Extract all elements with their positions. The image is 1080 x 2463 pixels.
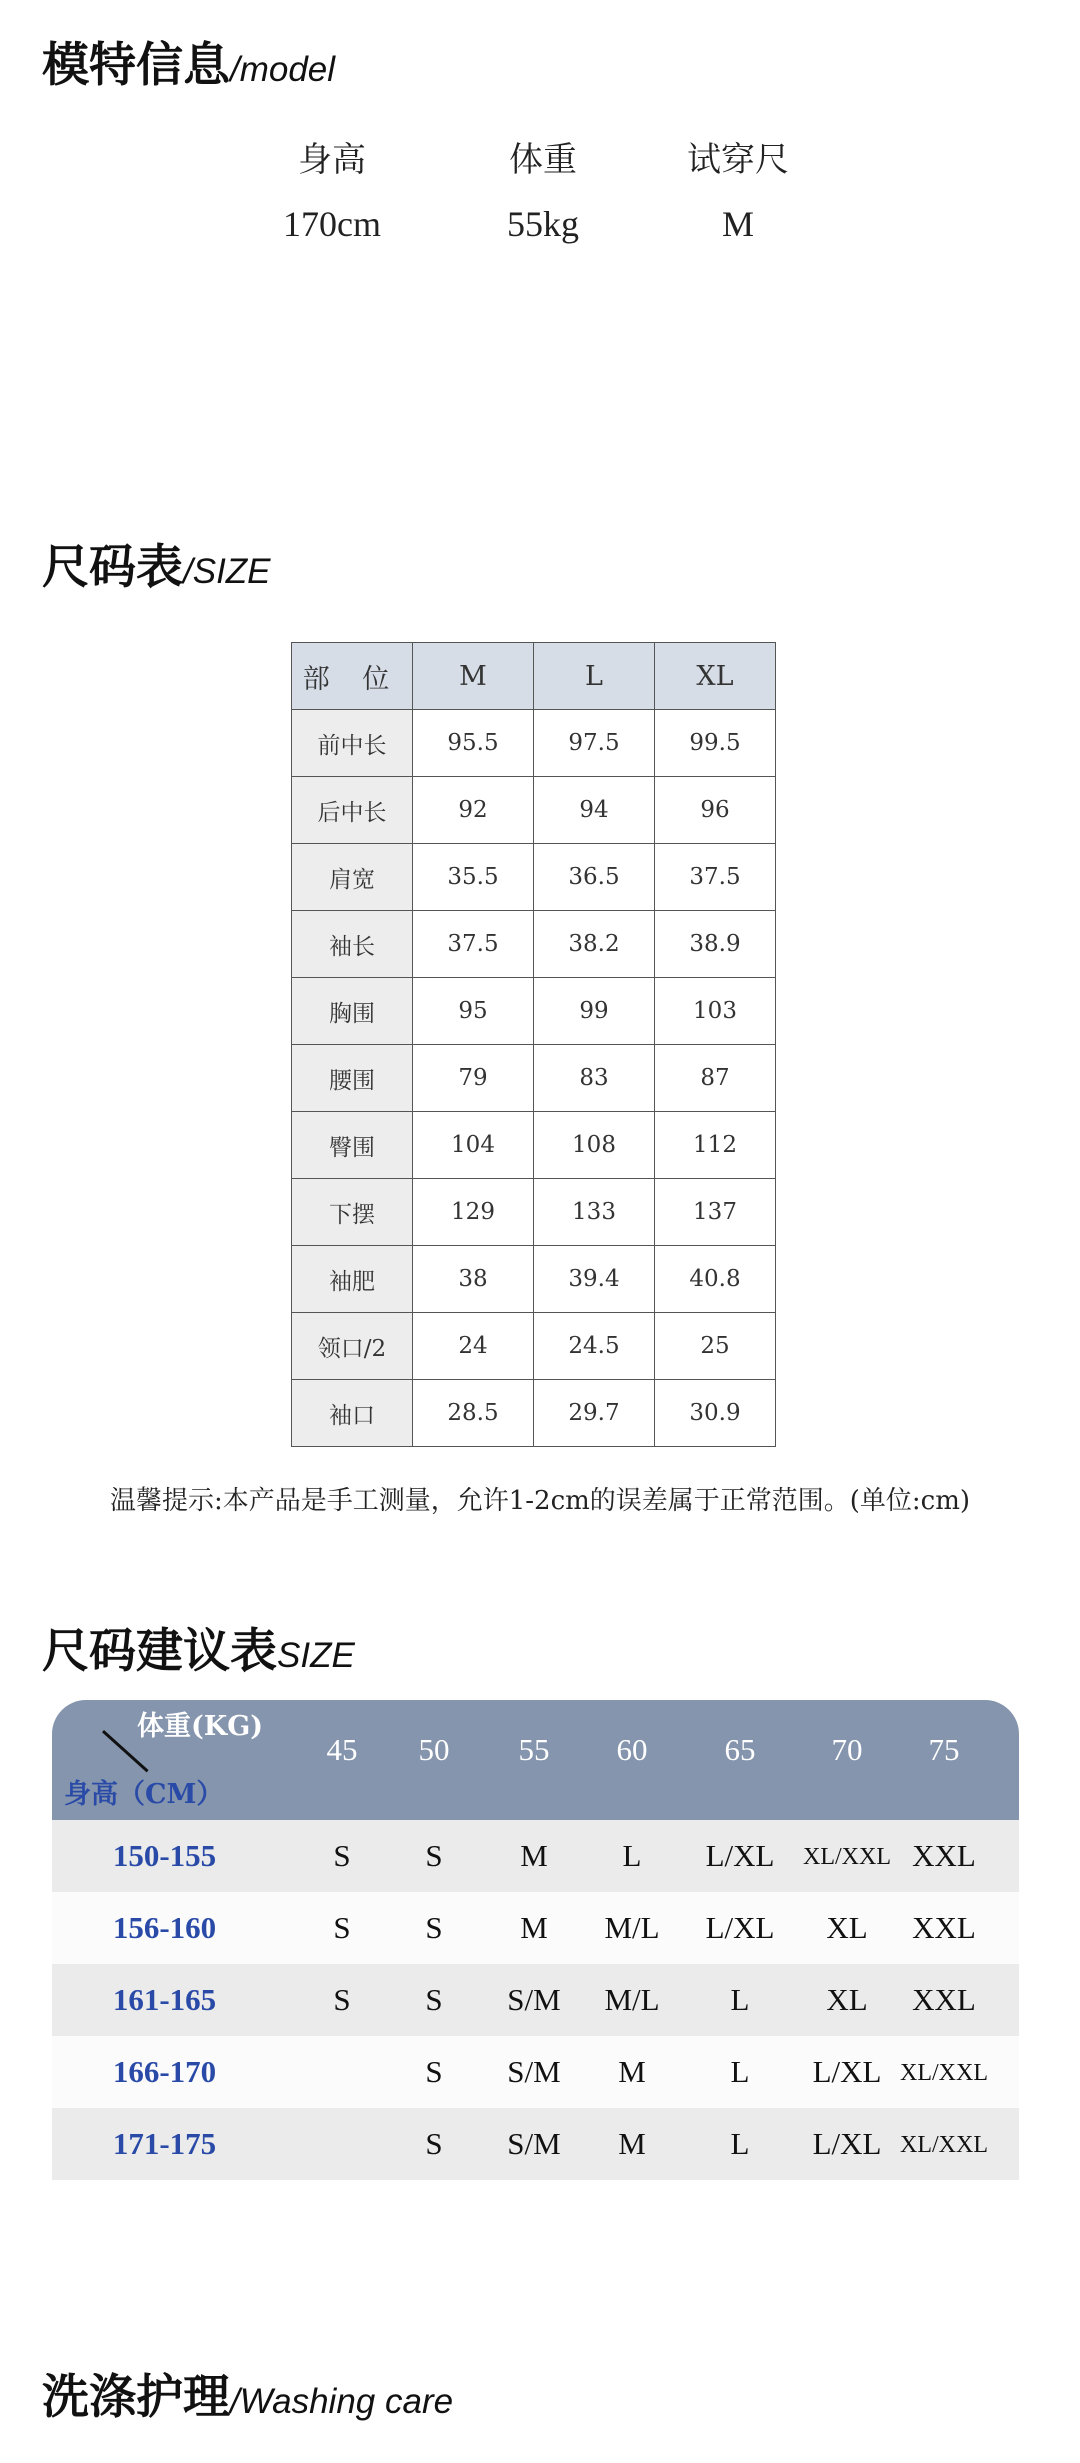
recommendation-row [52,2036,1019,2108]
model-height-label: 身高 [298,140,366,180]
measurement-cell: 95 [413,978,534,1045]
weight-column-header: 65 [724,1732,756,1767]
measurement-cell: 30.9 [655,1380,776,1447]
measurement-note: 温馨提示:本产品是手工测量，允许1-2cm的误差属于正常范围。(单位:cm) [109,1486,971,1516]
height-range-cell: 150-155 [112,1838,217,1873]
measurement-cell: 79 [413,1045,534,1112]
size-table-row [292,1179,776,1246]
size-table-header-row [292,643,776,710]
height-range-cell: 161-165 [112,1982,217,2017]
part-name-cell: 后中长 [292,777,413,844]
measurement-cell: 28.5 [413,1380,534,1447]
model-title-zh: 模特信息 [42,38,230,93]
height-range-cell: 166-170 [112,2054,217,2089]
size-suggestion-cell: S [425,2126,443,2161]
size-suggestion-cell: L/XL [705,1910,775,1945]
size-suggestion-cell: M [520,1910,548,1945]
size-suggestion-cell: XL [826,1910,868,1945]
size-suggestion-cell: XXL [912,1910,976,1945]
size-suggestion-cell: M [618,2126,646,2161]
size-table-row [292,1313,776,1380]
height-range-cell: 171-175 [112,2126,217,2161]
size-table-row [292,1380,776,1447]
measurement-cell: 83 [534,1045,655,1112]
size-header-cell: L [534,643,655,710]
size-suggestion-cell: XL/XXL [900,2060,988,2086]
recommendation-row [52,1892,1019,1964]
model-height [232,132,432,245]
size-suggestion-cell: M/L [604,1910,660,1945]
size-suggestion-cell: M/L [604,1982,660,2017]
model-size-label: 试穿尺 [687,140,789,180]
size-suggestion-cell: S [333,1910,351,1945]
size-suggestion-cell: XL/XXL [900,2132,988,2158]
recommendation-body [52,1820,1019,2180]
height-range-cell: 156-160 [112,1910,217,1945]
model-weight [443,132,643,245]
size-suggestion-cell: L/XL [812,2126,882,2161]
size-suggestion-cell: XXL [912,1982,976,2017]
size-section-title [42,530,271,597]
size-suggestion-cell: S [333,1982,351,2017]
size-table-row [292,710,776,777]
size-table-row [292,1112,776,1179]
size-table-row [292,911,776,978]
recommend-title-en: SIZE [277,1636,355,1675]
part-name-cell: 领口/2 [292,1313,413,1380]
measurement-cell: 129 [413,1179,534,1246]
part-name-cell: 前中长 [292,710,413,777]
weight-column-header: 70 [831,1732,863,1767]
measurement-cell: 103 [655,978,776,1045]
measurement-cell: 96 [655,777,776,844]
recommendation-row [52,1820,1019,1892]
part-name-cell: 袖长 [292,911,413,978]
size-suggestion-cell: XXL [912,1838,976,1873]
model-size [638,132,838,245]
part-name-cell: 肩宽 [292,844,413,911]
care-title-en: /Washing care [230,2382,454,2421]
size-suggestion-cell: S/M [507,2054,561,2089]
measurement-cell: 40.8 [655,1246,776,1313]
size-suggestion-cell: S/M [507,1982,561,2017]
weight-column-header: 45 [326,1732,358,1767]
part-name-cell: 臀围 [292,1112,413,1179]
measurement-cell: 29.7 [534,1380,655,1447]
weight-column-header: 55 [518,1732,550,1767]
measurement-cell: 99.5 [655,710,776,777]
size-suggestion-cell: S/M [507,2126,561,2161]
care-title-zh: 洗涤护理 [42,2370,230,2425]
size-suggestion-cell: L [730,1982,750,2017]
recommendation-header [52,1700,1019,1820]
part-header-cell: 部 位 [292,643,413,710]
size-suggestion-cell: M [618,2054,646,2089]
size-suggestion-cell: S [425,1982,443,2017]
weight-column-header: 60 [616,1732,648,1767]
measurement-cell: 38 [413,1246,534,1313]
measurement-cell: 104 [413,1112,534,1179]
recommend-title-zh: 尺码建议表 [42,1624,277,1679]
model-weight-label: 体重 [509,140,577,180]
size-table-row [292,1045,776,1112]
measurement-cell: 24.5 [534,1313,655,1380]
measurement-cell: 133 [534,1179,655,1246]
measurement-cell: 37.5 [413,911,534,978]
recommend-section-title [42,1614,355,1681]
part-name-cell: 腰围 [292,1045,413,1112]
size-suggestion-cell: L/XL [705,1838,775,1873]
measurement-cell: 87 [655,1045,776,1112]
size-suggestion-cell: XL/XXL [803,1844,891,1870]
weight-column-header: 50 [418,1732,450,1767]
size-suggestion-cell: S [333,1838,351,1873]
model-title-en: /model [230,50,336,89]
size-suggestion-cell: M [520,1838,548,1873]
size-table-row [292,844,776,911]
size-table-row [292,978,776,1045]
measurement-cell: 112 [655,1112,776,1179]
measurement-cell: 36.5 [534,844,655,911]
size-suggestion-cell: L [730,2054,750,2089]
size-suggestion-cell: S [425,1838,443,1873]
part-name-cell: 袖肥 [292,1246,413,1313]
weight-axis-label: 体重(KG) [137,1711,264,1742]
measurement-cell: 24 [413,1313,534,1380]
recommendation-row [52,2108,1019,2180]
model-size-value: M [721,204,754,244]
measurement-cell: 99 [534,978,655,1045]
size-table-body [292,643,776,1447]
measurement-cell: 38.9 [655,911,776,978]
measurement-cell: 97.5 [534,710,655,777]
size-table [291,642,776,1447]
measurement-cell: 108 [534,1112,655,1179]
model-section-title [42,28,335,95]
size-suggestion-cell: L/XL [812,2054,882,2089]
measurement-cell: 38.2 [534,911,655,978]
measurement-cell: 39.4 [534,1246,655,1313]
size-title-zh: 尺码表 [42,540,183,595]
measurement-cell: 137 [655,1179,776,1246]
weight-column-header: 75 [928,1732,960,1767]
measurement-cell: 94 [534,777,655,844]
model-weight-value: 55kg [507,204,579,244]
measurement-cell: 92 [413,777,534,844]
size-suggestion-cell: L [730,2126,750,2161]
recommendation-row [52,1964,1019,2036]
part-name-cell: 袖口 [292,1380,413,1447]
size-suggestion-cell: XL [826,1982,868,2017]
size-suggestion-cell: L [622,1838,642,1873]
measurement-cell: 35.5 [413,844,534,911]
care-section-title [42,2360,453,2427]
size-table-row [292,1246,776,1313]
measurement-cell: 37.5 [655,844,776,911]
size-header-cell: M [413,643,534,710]
size-header-cell: XL [655,643,776,710]
measurement-cell: 95.5 [413,710,534,777]
model-height-value: 170cm [283,204,381,244]
part-name-cell: 下摆 [292,1179,413,1246]
size-table-row [292,777,776,844]
size-title-en: /SIZE [183,552,271,591]
measurement-cell: 25 [655,1313,776,1380]
size-suggestion-cell: S [425,1910,443,1945]
height-axis-label: 身高（CM） [64,1779,224,1810]
part-name-cell: 胸围 [292,978,413,1045]
size-recommendation-table [52,1700,1019,2180]
size-suggestion-cell: S [425,2054,443,2089]
